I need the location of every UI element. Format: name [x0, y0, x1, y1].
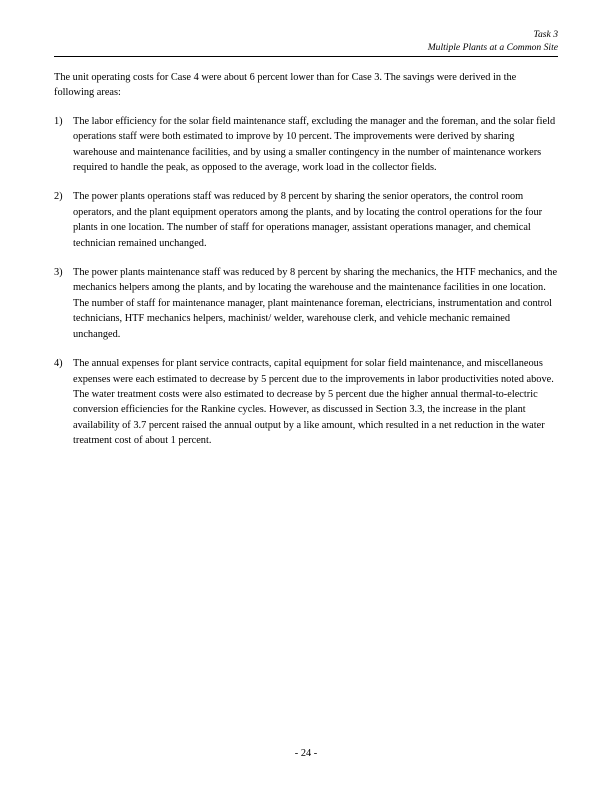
savings-list — [54, 114, 558, 449]
list-item-number: 4) — [54, 358, 63, 370]
intro-paragraph: The unit operating costs for Case 4 were about 6 percent lower than for Case 3. The savings were derived in the following areas: — [54, 72, 517, 99]
list-item-number: 3) — [54, 267, 63, 279]
list-item — [54, 114, 558, 176]
header-section-title: Multiple Plants at a Common Site — [427, 42, 558, 53]
list-item — [54, 189, 558, 251]
list-item-number: 2) — [54, 191, 63, 203]
list-item-text: The annual expenses for plant service contracts, capital equipment for solar field maintenance, and miscellaneous expenses were each estimated to decrease by 5 percent due to the improvements in labor productivities noted above. The water treatment costs were also estimated to decrease by 5 percent due the higher annual thermal-to-electric conversion efficiencies for the Rankine cycles. However, as discussed in Section 3.3, the increase in the plant availability of 3.7 percent raised the annual output by a like amount, which resulted in a net reduction in the water treatment cost of about 1 percent. — [73, 358, 554, 447]
list-item — [54, 265, 558, 342]
header-task: Task 3 — [533, 29, 558, 40]
list-item — [54, 356, 558, 448]
list-item-text: The labor efficiency for the solar field maintenance staff, excluding the manager and the foreman, and the solar field operations staff were both estimated to improve by 10 percent. The improvements were derived by sharing warehouse and maintenance facilities, and by using a smaller contingency in the number of maintenance workers required to handle the peak, as opposed to the average, work load in the collector fields. — [73, 115, 556, 174]
list-item-text: The power plants operations staff was reduced by 8 percent by sharing the senior operators, the control room operators, and the plant equipment operators among the plants, and by locating the control operations for the four plants in one location. The number of staff for operations manager, assistant operations manager, and chemical technician remained unchanged. — [73, 191, 543, 249]
page-number: - 24 - — [294, 748, 318, 759]
list-item-number: 1) — [54, 115, 63, 127]
header-divider — [54, 56, 558, 57]
page-header — [54, 28, 558, 54]
list-item-text: The power plants maintenance staff was reduced by 8 percent by sharing the mechanics, the HTF mechanics, and the mechanics helpers among the plants, and by locating the warehouse and the maintenance facilities in one location. The number of staff for maintenance manager, plant maintenance foreman, electricians, instrumentation and control technicians, HTF mechanics helpers, machinist/ welder, warehouse clerk, and vehicle mechanic remained unchanged. — [73, 267, 558, 340]
document-body — [54, 70, 558, 463]
